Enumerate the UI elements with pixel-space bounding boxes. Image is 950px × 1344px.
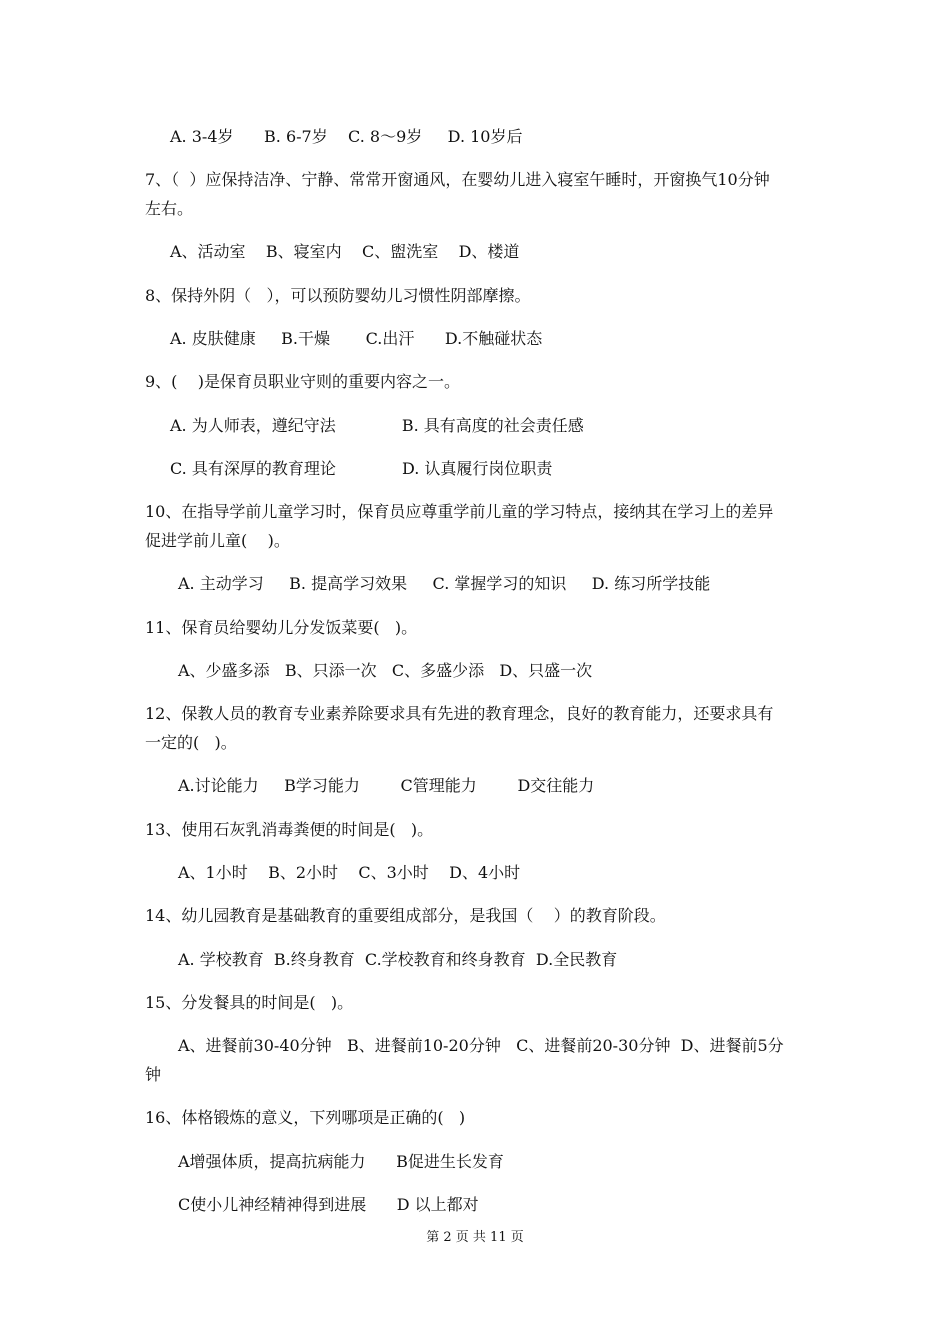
q12-question: 12、保教人员的教育专业素养除要求具有先进的教育理念，良好的教育能力，还要求具有 bbox=[145, 704, 774, 723]
q10-question: 10、在指导学前儿童学习时，保育员应尊重学前儿童的学习特点，接纳其在学习上的差异 bbox=[145, 502, 774, 521]
q13-question: 13、使用石灰乳消毒粪便的时间是( )。 bbox=[145, 820, 434, 839]
q15-options: A、进餐前30-40分钟 B、进餐前10-20分钟 C、进餐前20-30分钟 D、进餐前5分 bbox=[178, 1036, 784, 1055]
q12-options: A.讨论能力 B学习能力 C管理能力 D交往能力 bbox=[178, 776, 595, 795]
q11-options: A、少盛多添 B、只添一次 C、多盛少添 D、只盛一次 bbox=[178, 661, 593, 680]
q15-options-cont: 钟 bbox=[145, 1065, 162, 1084]
q7-question-cont: 左右。 bbox=[145, 199, 194, 218]
q16-options-1: A增强体质，提高抗病能力 B促进生长发育 bbox=[178, 1152, 504, 1171]
q9-options-1: A. 为人师表，遵纪守法 B. 具有高度的社会责任感 bbox=[170, 416, 584, 435]
q9-question: 9、( )是保育员职业守则的重要内容之一。 bbox=[145, 372, 461, 391]
q8-options: A. 皮肤健康 B.干燥 C.出汗 D.不触碰状态 bbox=[170, 329, 543, 348]
page-footer: 第 2 页 共 11 页 bbox=[426, 1230, 524, 1245]
q16-options-2: C使小儿神经精神得到进展 D 以上都对 bbox=[178, 1195, 479, 1214]
q9-options-2: C. 具有深厚的教育理论 D. 认真履行岗位职责 bbox=[170, 459, 553, 478]
q10-question-cont: 促进学前儿童( )。 bbox=[145, 531, 290, 550]
q16-question: 16、体格锻炼的意义，下列哪项是正确的( ) bbox=[145, 1108, 466, 1127]
q6-options: A. 3-4岁 B. 6-7岁 C. 8～9岁 D. 10岁后 bbox=[170, 127, 523, 146]
q7-question: 7、（ ）应保持洁净、宁静、常常开窗通风，在婴幼儿进入寝室午睡时，开窗换气10分钟 bbox=[145, 170, 770, 189]
q14-question: 14、幼儿园教育是基础教育的重要组成部分，是我国（ ）的教育阶段。 bbox=[145, 906, 666, 925]
q12-question-cont: 一定的( )。 bbox=[145, 733, 237, 752]
q7-options: A、活动室 B、寝室内 C、盥洗室 D、楼道 bbox=[170, 242, 520, 261]
q11-question: 11、保育员给婴幼儿分发饭菜要( )。 bbox=[145, 618, 418, 637]
q10-options: A. 主动学习 B. 提高学习效果 C. 掌握学习的知识 D. 练习所学技能 bbox=[178, 574, 711, 593]
q15-question: 15、分发餐具的时间是( )。 bbox=[145, 993, 354, 1012]
q13-options: A、1小时 B、2小时 C、3小时 D、4小时 bbox=[178, 863, 521, 882]
q14-options: A. 学校教育 B.终身教育 C.学校教育和终身教育 D.全民教育 bbox=[178, 950, 618, 969]
q8-question: 8、保持外阴（ ），可以预防婴幼儿习惯性阴部摩擦。 bbox=[145, 286, 531, 305]
